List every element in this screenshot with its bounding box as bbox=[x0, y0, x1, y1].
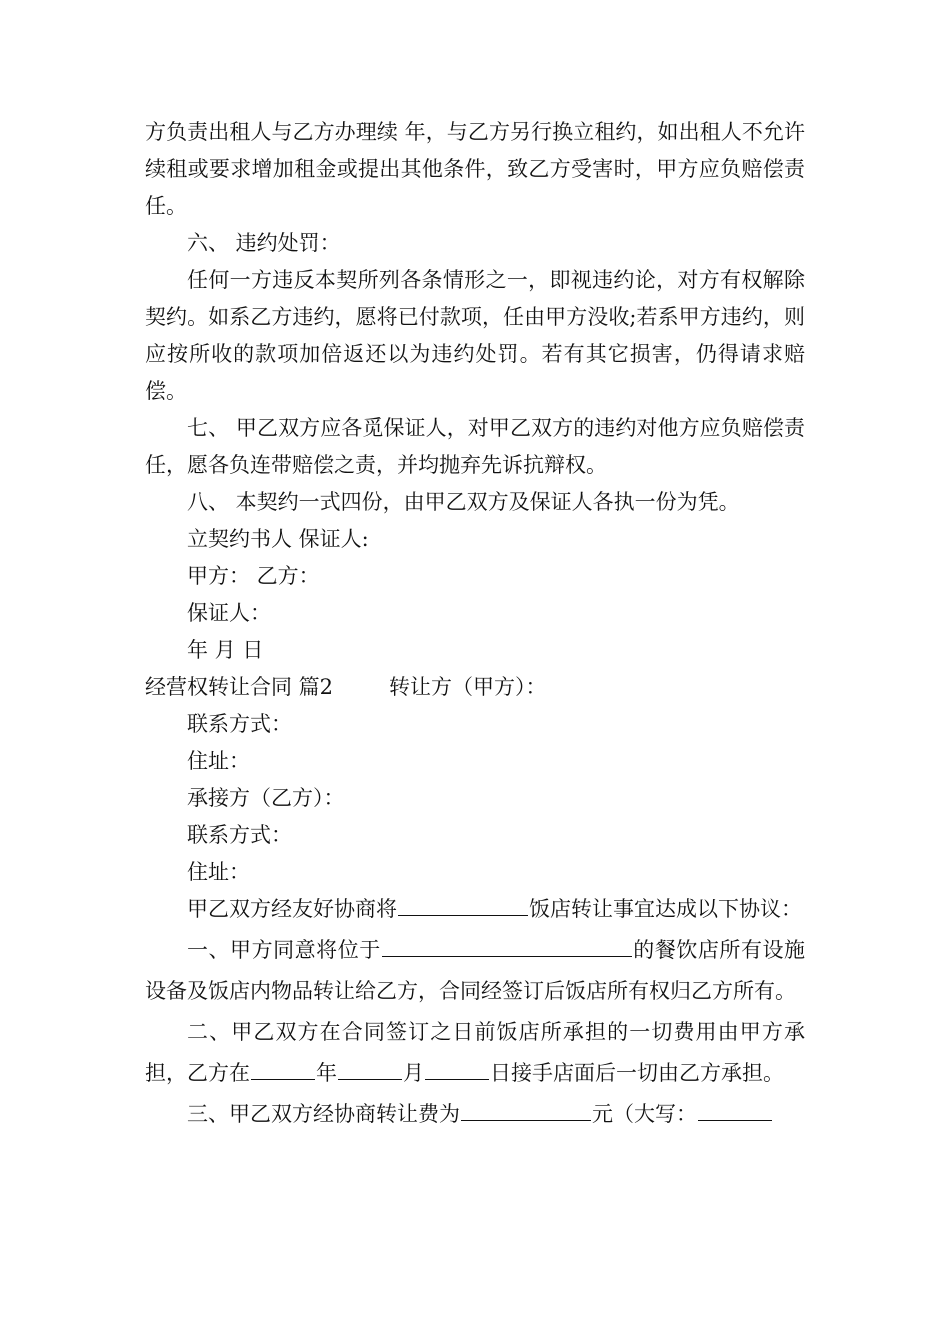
signature-parties: 立契约书人 保证人: bbox=[187, 527, 369, 551]
paragraph-clause-2 bbox=[145, 1012, 805, 1094]
agreement-intro-text: 甲乙双方经友好协商将 bbox=[187, 897, 397, 921]
section-heading-breach: 六、 违约处罚： bbox=[187, 231, 341, 255]
paragraph-clause-1 bbox=[145, 930, 805, 1012]
clause-2-text-2: 日接手店面后一切由乙方承担。 bbox=[490, 1061, 784, 1085]
transferor-label: 转让方（甲方）： bbox=[389, 675, 547, 699]
signature-guarantor: 保证人： bbox=[187, 601, 271, 625]
document-body bbox=[145, 114, 805, 1135]
fee-blank bbox=[461, 1099, 591, 1121]
signature-date: 年 月 日 bbox=[187, 638, 264, 662]
paragraph-agreement-intro bbox=[145, 891, 805, 928]
paragraph-breach-penalty: 任何一方违反本契所列各条情形之一，即视违约论，对方有权解除契约。如系乙方违约，愿将已付款项，任由甲方没收;若系甲方违约，则应按所收的款项加倍返还以为违约处罚。若有其它损害，仍得请求赔偿。 bbox=[145, 268, 805, 403]
location-blank bbox=[382, 935, 632, 957]
agreement-intro-text-2: 饭店转让事宜达成以下协议： bbox=[529, 897, 802, 921]
paragraph-renewal-liability: 方负责出租人与乙方办理续 年，与乙方另行换立租约，如出租人不允许续租或要求增加租金或提出其他条件，致乙方受害时，甲方应负赔偿责任。 bbox=[145, 120, 805, 218]
signature-party-a-b: 甲方： 乙方： bbox=[187, 564, 320, 588]
transferee-label: 承接方（乙方）： bbox=[187, 786, 345, 810]
transferee-contact: 联系方式： bbox=[187, 823, 292, 847]
day-blank bbox=[425, 1058, 489, 1080]
fee-uppercase-blank bbox=[698, 1099, 772, 1121]
clause-3-text-2: 元（大写： bbox=[592, 1102, 697, 1126]
contract-title: 经营权转让合同 篇2 bbox=[145, 675, 334, 699]
restaurant-name-blank bbox=[398, 894, 528, 916]
month-blank bbox=[338, 1058, 402, 1080]
transferor-contact: 联系方式： bbox=[187, 712, 292, 736]
clause-3-text: 三、甲乙双方经协商转让费为 bbox=[187, 1102, 460, 1126]
transferor-address: 住址： bbox=[187, 749, 250, 773]
clause-2-year: 年 bbox=[316, 1061, 337, 1085]
clause-2-month: 月 bbox=[403, 1061, 424, 1085]
paragraph-clause-3 bbox=[145, 1094, 805, 1135]
contract-title-line bbox=[145, 669, 805, 706]
year-blank bbox=[251, 1058, 315, 1080]
paragraph-guarantor: 七、 甲乙双方应各觅保证人，对甲乙双方的违约对他方应负赔偿责任，愿各负连带赔偿之责，并均抛弃先诉抗辩权。 bbox=[145, 416, 805, 477]
paragraph-copies: 八、 本契约一式四份，由甲乙双方及保证人各执一份为凭。 bbox=[187, 490, 740, 514]
transferee-address: 住址： bbox=[187, 860, 250, 884]
clause-1-text: 一、甲方同意将位于 bbox=[187, 938, 381, 962]
clause-2-text: 二、甲乙双方在合同签订之日前饭店所承担的一切费用由甲方承担，乙方在 bbox=[145, 1020, 805, 1085]
clause-1-text-2: 的餐饮店所有设施设备及饭店内物品转让给乙方，合同经签订后饭店所有权归乙方所有。 bbox=[145, 938, 806, 1003]
